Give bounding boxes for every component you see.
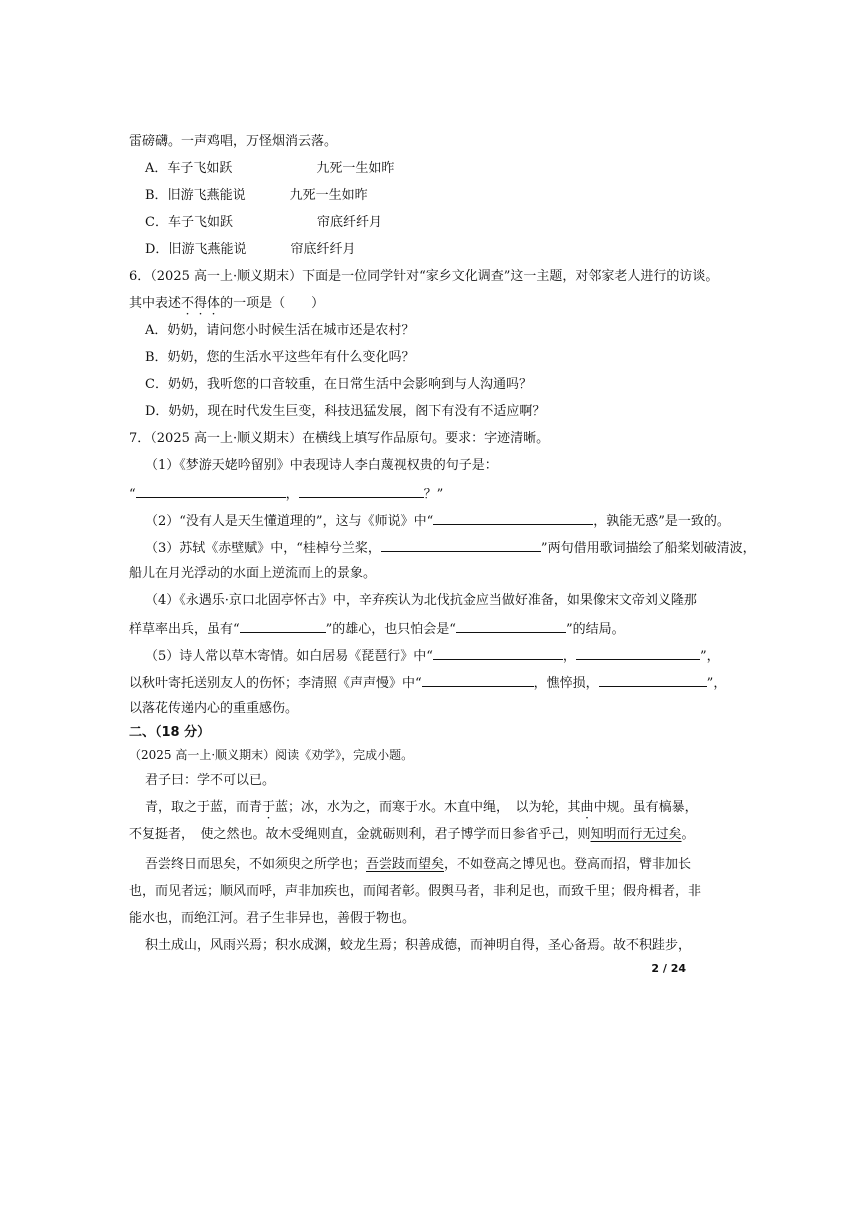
answer-blank[interactable]: [599, 673, 707, 687]
answer-blank[interactable]: [381, 538, 541, 552]
q7-part5-cont: [129, 673, 726, 693]
q7-stem: 7．（2025 高一上·顺义期末）在横线上填写作品原句。要求：字迹清晰。: [129, 431, 550, 446]
q7-part1: （1）《梦游天姥吟留别》中表现诗人李白蔑视权贵的句子是：: [145, 458, 498, 473]
punctuation: ”，: [699, 649, 720, 664]
q7-text: 样草率出兵，虽有“: [129, 622, 240, 637]
q7-text: ”的结局。: [565, 622, 625, 637]
q7-part2: [145, 511, 730, 531]
option-part-a: 车子飞如跃: [167, 215, 233, 230]
passage-line: 积土成山，风雨兴焉；积水成渊，蛟龙生焉；积善成德，而神明自得，圣心备焉。故不积跬步，: [145, 938, 692, 953]
emphasis-char: 曲: [580, 800, 594, 815]
q5-option-d: [145, 241, 355, 259]
option-part-a: 旧游飞燕能说: [167, 188, 246, 203]
q6-option-c: C．奶奶，我听您的口音较重，在日常生活中会影响到与人沟通吗？: [145, 377, 532, 392]
q6-option-d: D．奶奶，现在时代发生巨变，科技迅猛发展，阁下有没有不适应啊？: [145, 404, 546, 419]
q7-text: （5）诗人常以草木寄情。如白居易《琵琶行》中“: [145, 649, 433, 664]
q7-part4: （4）《永遇乐·京口北固亭怀古》中，辛弃疾认为北伐抗金应当做好准备，如果像宋文帝刘义隆那: [145, 593, 697, 608]
passage-line: 也，而见者远；顺风而呼，声非加疾也，而闻者彰。假舆马者，非利足也，而致千里；假舟楫者，非: [129, 884, 702, 899]
passage-line: [129, 826, 695, 844]
option-part-b: 帘底纤纤月: [290, 242, 356, 257]
punctuation: ？”: [423, 487, 444, 502]
passage-text: ，不如登高之博见也。登高而招，臂非加长: [444, 857, 692, 872]
q7-text: ”两句借用歌词描绘了船桨划破清波，: [540, 541, 756, 556]
q7-text: ”的雄心，也只怕会是“: [325, 622, 456, 637]
q6-stem-line2: [129, 295, 324, 313]
answer-blank[interactable]: [576, 646, 700, 660]
answer-blank[interactable]: [433, 646, 563, 660]
passage-text: 蓝；冰，水为之，而寒于水。木直中绳， 以为轮，其: [275, 800, 581, 815]
q5-option-c: [145, 214, 382, 232]
section-intro: （2025 高一上·顺义期末）阅读《劝学》，完成小题。: [129, 748, 414, 762]
underlined-phrase: 吾尝跂而望矣: [366, 857, 445, 872]
option-letter: D．: [145, 242, 169, 257]
option-part-b: 帘底纤纤月: [316, 215, 382, 230]
passage-line: [145, 799, 698, 817]
answer-blank[interactable]: [456, 619, 566, 633]
q7-text: ，憔悴损，: [533, 676, 599, 691]
q7-text: （2）“没有人是天生懂道理的”，这与《师说》中“: [145, 514, 434, 529]
emphasis-char: 体: [207, 296, 221, 311]
option-letter: B．: [145, 188, 168, 203]
emphasis-char: 于: [262, 800, 276, 815]
q7-part3: [145, 538, 756, 558]
q7-text: 以秋叶寄托送别友人的伤怀；李清照《声声慢》中“: [129, 676, 422, 691]
answer-blank[interactable]: [136, 484, 286, 498]
punctuation: 。: [681, 827, 695, 842]
q7-part5-end: 以落花传递内心的重重感伤。: [129, 701, 299, 716]
passage-text: 中规。虽有槁暴，: [593, 800, 698, 815]
q5-option-b: [145, 187, 368, 205]
q6-stem-text: 其中表述: [129, 296, 182, 311]
q7-text: （3）苏轼《赤壁赋》中，“桂棹兮兰桨，: [145, 541, 381, 556]
punctuation: ，: [562, 649, 576, 664]
option-part-b: 九死一生如昨: [289, 188, 368, 203]
q7-part5: [145, 646, 720, 666]
q7-part3-cont: 船儿在月光浮动的水面上逆流而上的景象。: [129, 566, 377, 581]
q6-stem-text: 的一项是（ ）: [220, 296, 325, 311]
option-part-a: 旧游飞燕能说: [168, 242, 247, 257]
q6-option-a: A．奶奶，请问您小时候生活在城市还是农村？: [145, 323, 415, 338]
option-letter: A．: [145, 161, 168, 176]
emphasis-char: 得: [194, 296, 208, 311]
q7-part1-blanks: [129, 484, 443, 504]
answer-blank[interactable]: [299, 484, 424, 498]
option-letter: C．: [145, 215, 168, 230]
page-number: 2 / 24: [651, 962, 686, 975]
q7-part4-cont: [129, 619, 625, 639]
punctuation: ，: [285, 487, 299, 502]
answer-blank[interactable]: [422, 673, 534, 687]
q7-text: ，孰能无惑”是一致的。: [593, 514, 730, 529]
text-line: 雷磅礴。一声鸡唱，万怪烟消云落。: [129, 134, 338, 149]
section-heading: 二、（18 分）: [129, 725, 211, 740]
passage-text: 吾尝终日而思矣，不如须臾之所学也；: [145, 857, 367, 872]
option-part-b: 九死一生如昨: [316, 161, 395, 176]
q6-option-b: B．奶奶，您的生活水平这些年有什么变化吗？: [145, 350, 415, 365]
passage-line: 能水也，而绝江河。君子生非异也，善假于物也。: [129, 911, 416, 926]
passage-line: 君子曰：学不可以已。: [145, 773, 276, 788]
answer-blank[interactable]: [240, 619, 326, 633]
passage-line: [145, 856, 691, 874]
answer-blank[interactable]: [433, 511, 593, 525]
punctuation: ”，: [706, 676, 727, 691]
quote-mark: “: [129, 487, 136, 502]
passage-text: 青，取之于蓝，而青: [145, 800, 263, 815]
emphasis-char: 不: [181, 296, 195, 311]
option-part-a: 车子飞如跃: [167, 161, 233, 176]
underlined-phrase: 知明而行无过矣: [590, 827, 682, 842]
q5-option-a: [145, 160, 394, 178]
passage-text: 不复挺者， 使之然也。故木受绳则直，金就砺则利，君子博学而日参省乎己，则: [129, 827, 591, 842]
q6-stem-line1: 6．（2025 高一上·顺义期末）下面是一位同学针对“家乡文化调查”这一主题，对邻家老人进行的访谈。: [129, 269, 719, 284]
